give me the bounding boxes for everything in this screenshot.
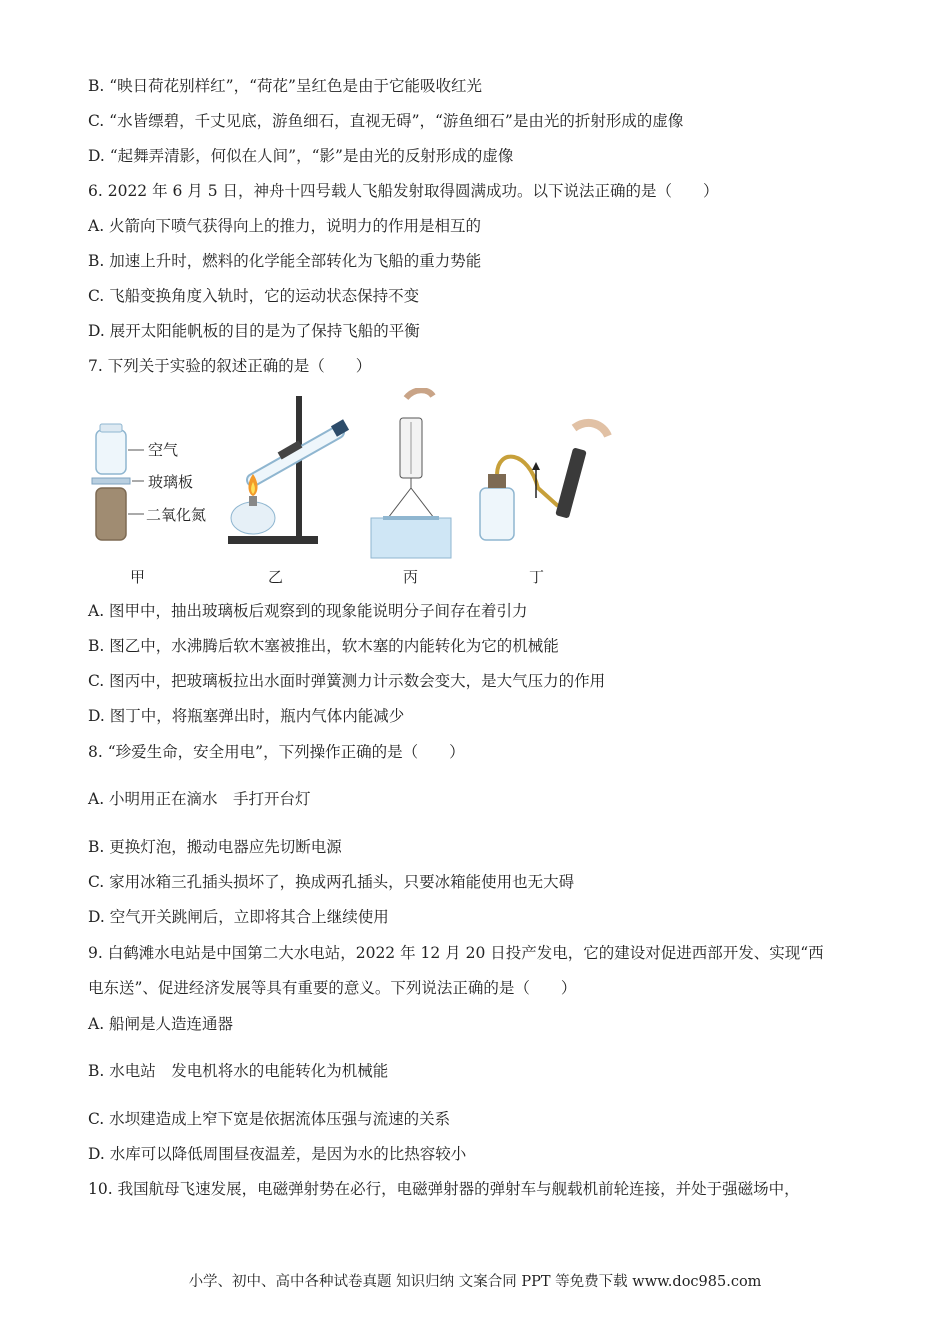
text-line: B. “映日荷花别样红”，“荷花”呈红色是由于它能吸收红光 xyxy=(88,77,482,95)
option-d: D. 空气开关跳闸后，立即将其合上继续使用 xyxy=(88,908,389,926)
text-line: D. “起舞弄清影，何似在人间”，“影”是由光的反射形成的虚像 xyxy=(88,147,514,165)
bottles-diagram xyxy=(92,424,206,540)
caption-yi: 乙 xyxy=(268,568,284,586)
option-d: D. 图丁中，将瓶塞弹出时，瓶内气体内能减少 xyxy=(88,707,405,725)
caption-ding: 丁 xyxy=(529,568,545,586)
option-d: D. 展开太阳能帆板的目的是为了保持飞船的平衡 xyxy=(88,322,420,340)
option-b: B. 更换灯泡，搬动电器应先切断电源 xyxy=(88,838,342,856)
question-9-cont: 电东送”、促进经济发展等具有重要的意义。下列说法正确的是（ ） xyxy=(88,979,577,997)
option-a: A. 图甲中，抽出玻璃板后观察到的现象能说明分子间存在着引力 xyxy=(88,602,528,620)
option-b: B. 图乙中，水沸腾后软木塞被推出，软木塞的内能转化为它的机械能 xyxy=(88,637,559,655)
question-8: 8. “珍爱生命，安全用电”，下列操作正确的是（ ） xyxy=(88,743,465,761)
experiment-illustration xyxy=(88,388,688,588)
caption-jia: 甲 xyxy=(130,568,146,586)
page-footer: 小学、初中、高中各种试卷真题 知识归纳 文案合同 PPT 等免费下载 www.doc985.com xyxy=(188,1274,762,1290)
option-a: A. 火箭向下喷气获得向上的推力，说明力的作用是相互的 xyxy=(88,217,482,235)
option-a: A. 船闸是人造连通器 xyxy=(88,1015,234,1033)
pump-apparatus xyxy=(480,423,608,540)
option-a: A. 小明用正在滴水 手打开台灯 xyxy=(88,790,311,808)
label-air: 空气 xyxy=(148,441,179,459)
heating-apparatus xyxy=(228,396,349,544)
option-b: B. 水电站 发电机将水的电能转化为机械能 xyxy=(88,1062,389,1080)
spring-scale-apparatus xyxy=(371,390,451,558)
option-c: C. 水坝建造成上窄下宽是依据流体压强与流速的关系 xyxy=(88,1110,451,1128)
option-b: B. 加速上升时，燃料的化学能全部转化为飞船的重力势能 xyxy=(88,252,482,270)
label-no2: 二氧化氮 xyxy=(146,506,207,524)
option-d: D. 水库可以降低周围昼夜温差，是因为水的比热容较小 xyxy=(88,1145,467,1163)
label-glass: 玻璃板 xyxy=(148,473,194,491)
text-line: C. “水皆缥碧，千丈见底，游鱼细石，直视无碍”，“游鱼细石”是由光的折射形成的虚像 xyxy=(88,112,684,130)
question-6: 6. 2022 年 6 月 5 日，神舟十四号载人飞船发射取得圆满成功。以下说法正确的是（ ） xyxy=(88,182,719,200)
option-c: C. 家用冰箱三孔插头损坏了，换成两孔插头，只要冰箱能使用也无大碍 xyxy=(88,873,575,891)
question-10: 10. 我国航母飞速发展，电磁弹射势在必行，电磁弹射器的弹射车与舰载机前轮连接，并处于强磁场中， xyxy=(88,1180,800,1198)
option-c: C. 飞船变换角度入轨时，它的运动状态保持不变 xyxy=(88,287,420,305)
option-c: C. 图丙中，把玻璃板拉出水面时弹簧测力计示数会变大，是大气压力的作用 xyxy=(88,672,606,690)
question-7: 7. 下列关于实验的叙述正确的是（ ） xyxy=(88,357,372,375)
experiment-figure xyxy=(88,388,688,588)
caption-bing: 丙 xyxy=(403,568,419,586)
question-9: 9. 白鹤滩水电站是中国第二大水电站，2022 年 12 月 20 日投产发电，它的建设对促进西部开发、实现“西 xyxy=(88,944,824,962)
